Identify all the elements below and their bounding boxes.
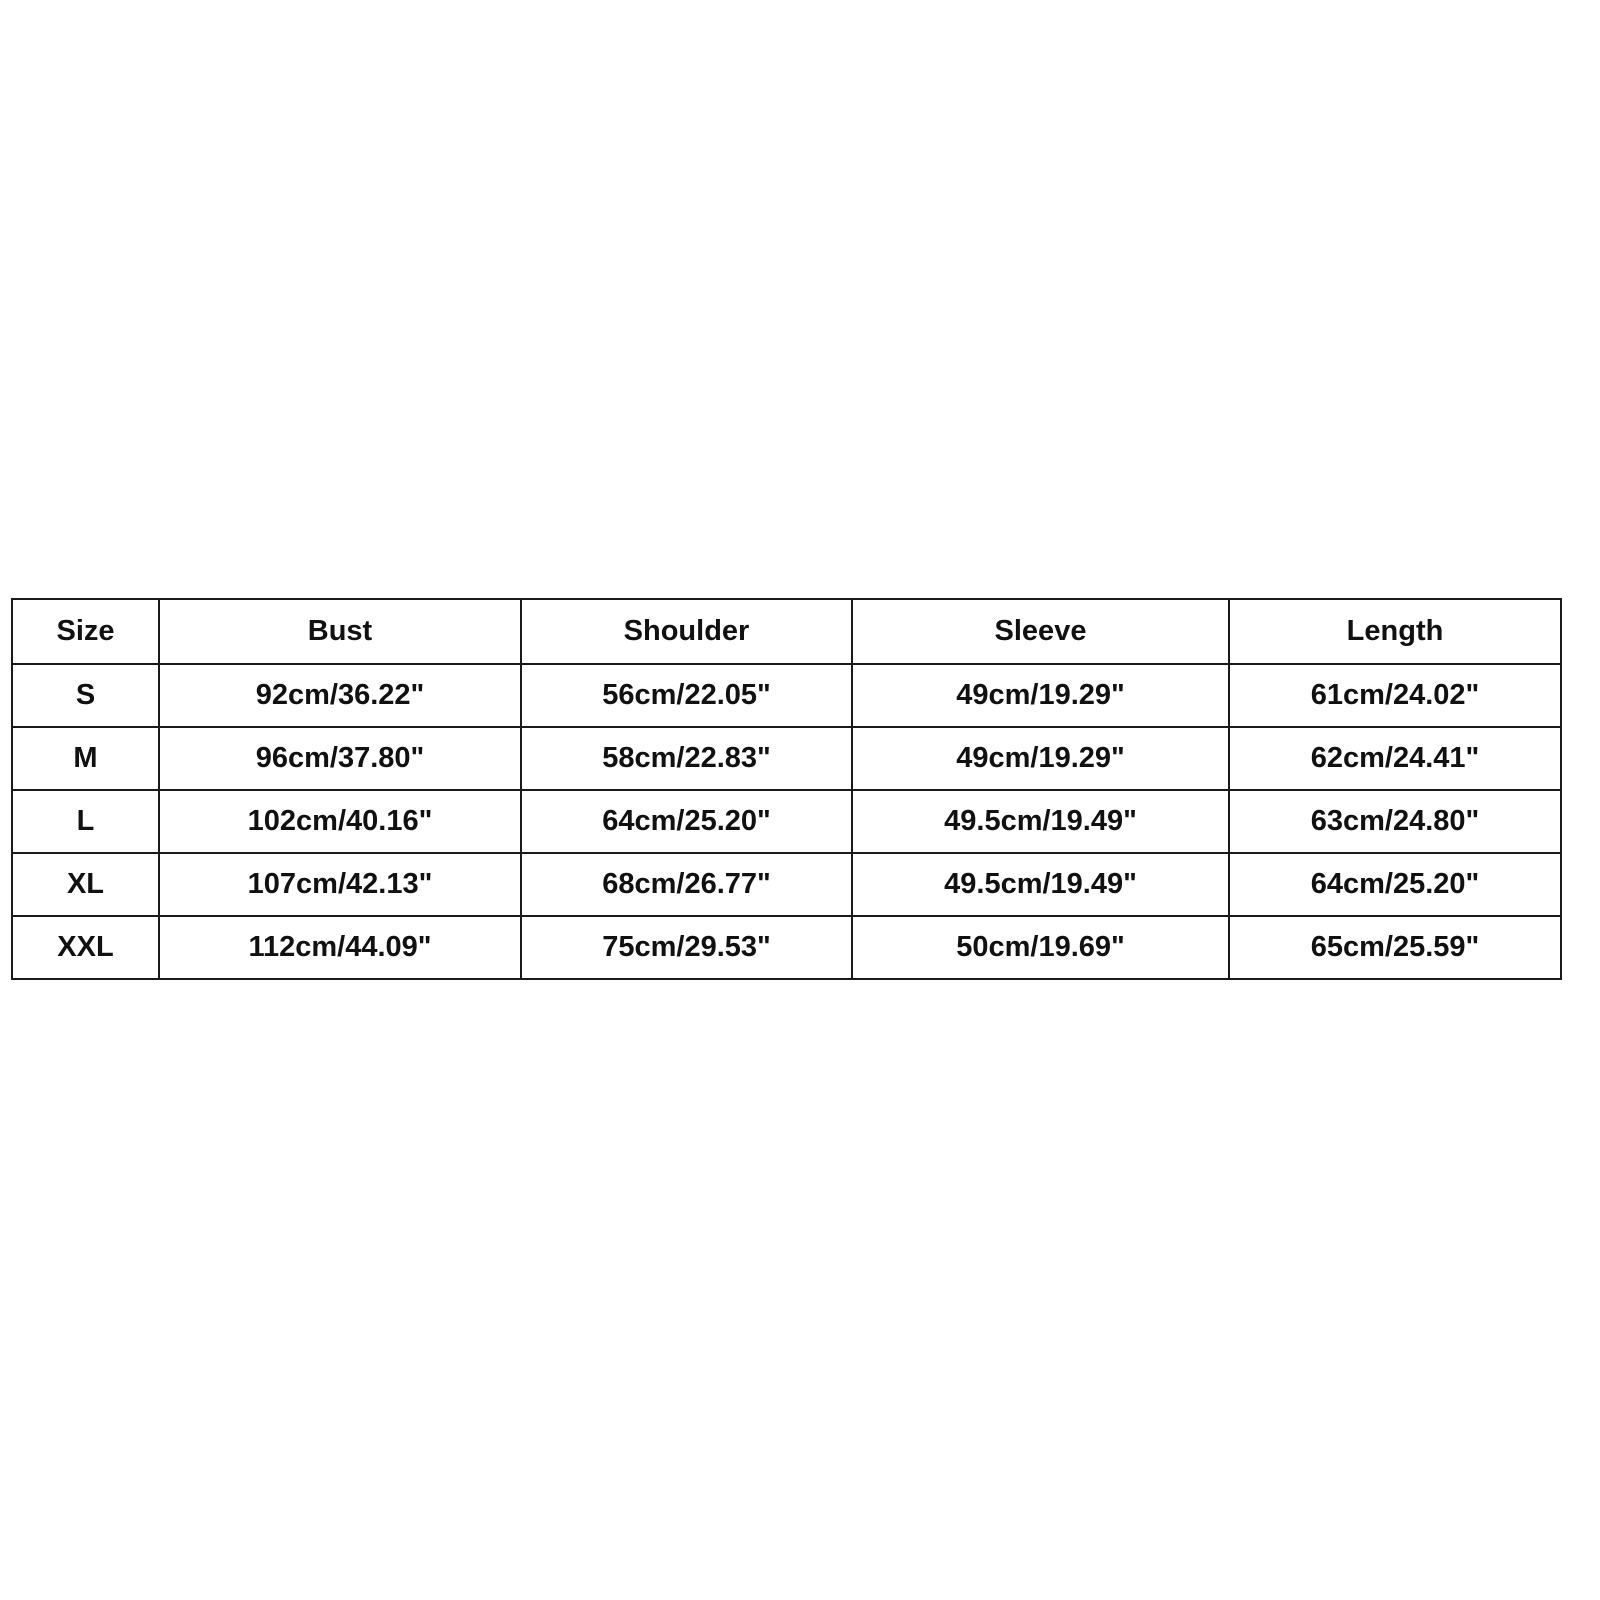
table-header-row — [12, 599, 1561, 664]
cell-size: S — [12, 664, 159, 727]
cell-shoulder: 56cm/22.05" — [521, 664, 852, 727]
cell-shoulder: 75cm/29.53" — [521, 916, 852, 979]
table-row — [12, 853, 1561, 916]
cell-sleeve: 50cm/19.69" — [852, 916, 1229, 979]
header-bust: Bust — [159, 599, 521, 664]
cell-length: 63cm/24.80" — [1229, 790, 1561, 853]
cell-shoulder: 68cm/26.77" — [521, 853, 852, 916]
cell-sleeve: 49.5cm/19.49" — [852, 853, 1229, 916]
table-row — [12, 790, 1561, 853]
table-row — [12, 727, 1561, 790]
cell-bust: 112cm/44.09" — [159, 916, 521, 979]
cell-bust: 102cm/40.16" — [159, 790, 521, 853]
cell-length: 65cm/25.59" — [1229, 916, 1561, 979]
cell-shoulder: 58cm/22.83" — [521, 727, 852, 790]
cell-bust: 92cm/36.22" — [159, 664, 521, 727]
header-length: Length — [1229, 599, 1561, 664]
cell-length: 62cm/24.41" — [1229, 727, 1561, 790]
cell-sleeve: 49cm/19.29" — [852, 664, 1229, 727]
cell-sleeve: 49.5cm/19.49" — [852, 790, 1229, 853]
cell-bust: 96cm/37.80" — [159, 727, 521, 790]
cell-bust: 107cm/42.13" — [159, 853, 521, 916]
cell-shoulder: 64cm/25.20" — [521, 790, 852, 853]
table-row — [12, 916, 1561, 979]
cell-size: XXL — [12, 916, 159, 979]
cell-size: M — [12, 727, 159, 790]
cell-size: XL — [12, 853, 159, 916]
cell-size: L — [12, 790, 159, 853]
header-size: Size — [12, 599, 159, 664]
cell-sleeve: 49cm/19.29" — [852, 727, 1229, 790]
cell-length: 61cm/24.02" — [1229, 664, 1561, 727]
cell-length: 64cm/25.20" — [1229, 853, 1561, 916]
header-shoulder: Shoulder — [521, 599, 852, 664]
table-row — [12, 664, 1561, 727]
header-sleeve: Sleeve — [852, 599, 1229, 664]
size-chart-table — [11, 598, 1562, 980]
